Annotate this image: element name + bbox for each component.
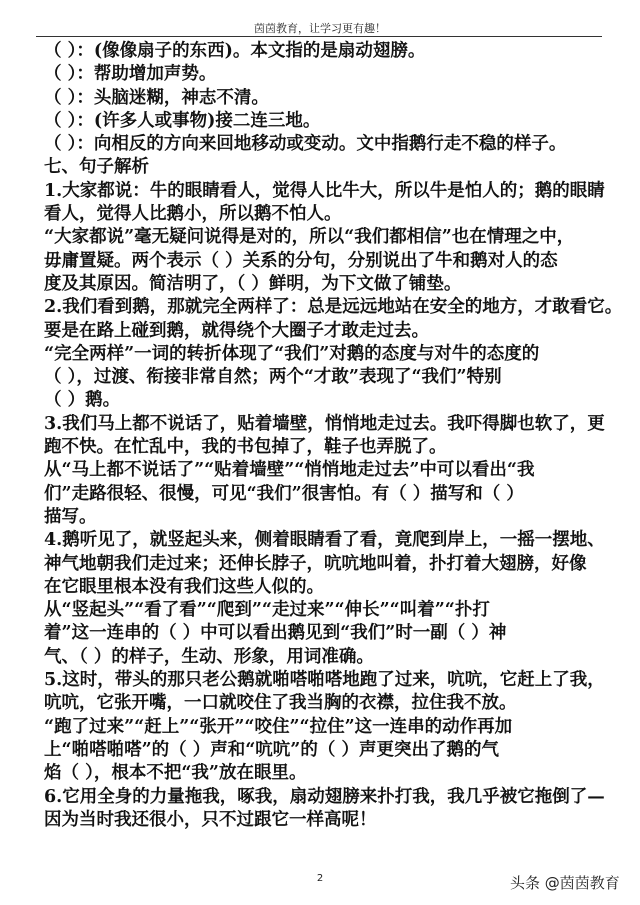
- sentence-3-line-1: 3.我们马上都不说话了，贴着墙壁，悄悄地走过去。我吓得脚也软了，更: [44, 413, 605, 434]
- analysis-5-line-2: 上“啪嗒啪嗒”的（ ）声和“吭吭”的（ ）声更突出了鹅的气: [44, 739, 499, 760]
- vocab-line-5: （ ）：向相反的方向来回地移动或变动。文中指鹅行走不稳的样子。: [44, 134, 567, 155]
- analysis-5-line-1: “跑了过来”“赶上”“张开”“咬住”“拉住”这一连串的动作再加: [44, 716, 513, 737]
- sentence-4-line-3: 在它眼里根本没有我们这些人似的。: [44, 576, 324, 597]
- sentence-1-line-1: 1.大家都说：牛的眼睛看人，觉得人比牛大，所以牛是怕人的；鹅的眼睛: [44, 180, 605, 201]
- sentence-2-line-1: 2.我们看到鹅，那就完全两样了：总是远远地站在安全的地方，才敢看它。: [44, 297, 623, 318]
- sentence-6-line-2: 因为当时我还很小，只不过跟它一样高呢！: [44, 809, 377, 830]
- analysis-1-line-1: “大家都说”毫无疑问说得是对的，所以“我们都相信”也在情理之中，: [44, 227, 575, 248]
- analysis-1-line-2: 毋庸置疑。两个表示（ ）关系的分句，分别说出了牛和鹅对人的态: [44, 250, 558, 271]
- analysis-1-line-3: 度及其原因。简洁明了，（ ）鲜明，为下文做了铺垫。: [44, 273, 462, 294]
- vocab-line-1: （ ）：(像像扇子的东西)。本文指的是扇动翅膀。: [44, 41, 426, 61]
- analysis-3-line-1: 从“马上都不说话了”“贴着墙壁”“悄悄地走过去”中可以看出“我: [44, 460, 535, 481]
- sentence-3-line-2: 跑不快。在忙乱中，我的书包掉了，鞋子也弄脱了。: [44, 437, 447, 458]
- analysis-2-line-1: “完全两样”一词的转折体现了“我们”对鹅的态度与对牛的态度的: [44, 343, 540, 364]
- sentence-1-line-2: 看人，觉得人比鹅小，所以鹅不怕人。: [44, 204, 342, 225]
- document-body: [44, 40, 623, 832]
- sentence-4-line-2: 神气地朝我们走过来；还伸长脖子，吭吭地叫着，扑打着大翅膀，好像: [44, 553, 587, 574]
- page-number: 2: [316, 873, 324, 884]
- source-watermark: 头条 @茵茵教育: [510, 874, 620, 892]
- analysis-2-line-3: （ ）鹅。: [44, 390, 121, 411]
- analysis-4-line-1: 从“竖起头”“看了看”“爬到”“走过来”“伸长”“叫着”“扑打: [44, 600, 490, 621]
- analysis-3-line-3: 描写。: [44, 506, 97, 527]
- analysis-5-line-3: 焰（ ），根本不把“我”放在眼里。: [44, 763, 307, 784]
- page-header: 茵茵教育，让学习更有趣！: [254, 22, 386, 35]
- analysis-3-line-2: 们”走路很轻、很慢，可见“我们”很害怕。有（ ）描写和（ ）: [44, 483, 524, 504]
- vocab-line-3: （ ）：头脑迷糊，神志不清。: [44, 87, 269, 108]
- analysis-2-line-2: （ ），过渡、衔接非常自然；两个“才敢”表现了“我们”特别: [44, 367, 502, 388]
- sentence-5-line-2: 吭吭，它张开嘴，一口就咬住了我当胸的衣襟，拉住我不放。: [44, 693, 517, 714]
- sentence-5-line-1: 5.这时，带头的那只老公鹅就啪嗒啪嗒地跑了过来，吭吭，它赶上了我，: [44, 670, 605, 691]
- header-divider: [36, 36, 602, 37]
- vocab-line-4: （ ）：(许多人或事物)接二连三地。: [44, 110, 321, 131]
- section-heading: 七、句子解析: [44, 157, 149, 178]
- analysis-4-line-2: 着”这一连串的（ ）中可以看出鹅见到“我们”时一副（ ）神: [44, 623, 507, 644]
- vocab-line-2: （ ）：帮助增加声势。: [44, 64, 217, 85]
- sentence-2-line-2: 要是在路上碰到鹅，就得绕个大圈子才敢走过去。: [44, 320, 429, 341]
- analysis-4-line-3: 气、（ ）的样子，生动、形象，用词准确。: [44, 646, 374, 667]
- sentence-4-line-1: 4.鹅听见了，就竖起头来，侧着眼睛看了看，竟爬到岸上，一摇一摆地、: [44, 530, 605, 551]
- sentence-6-line-1: 6.它用全身的力量拖我，啄我，扇动翅膀来扑打我，我几乎被它拖倒了—: [44, 786, 605, 807]
